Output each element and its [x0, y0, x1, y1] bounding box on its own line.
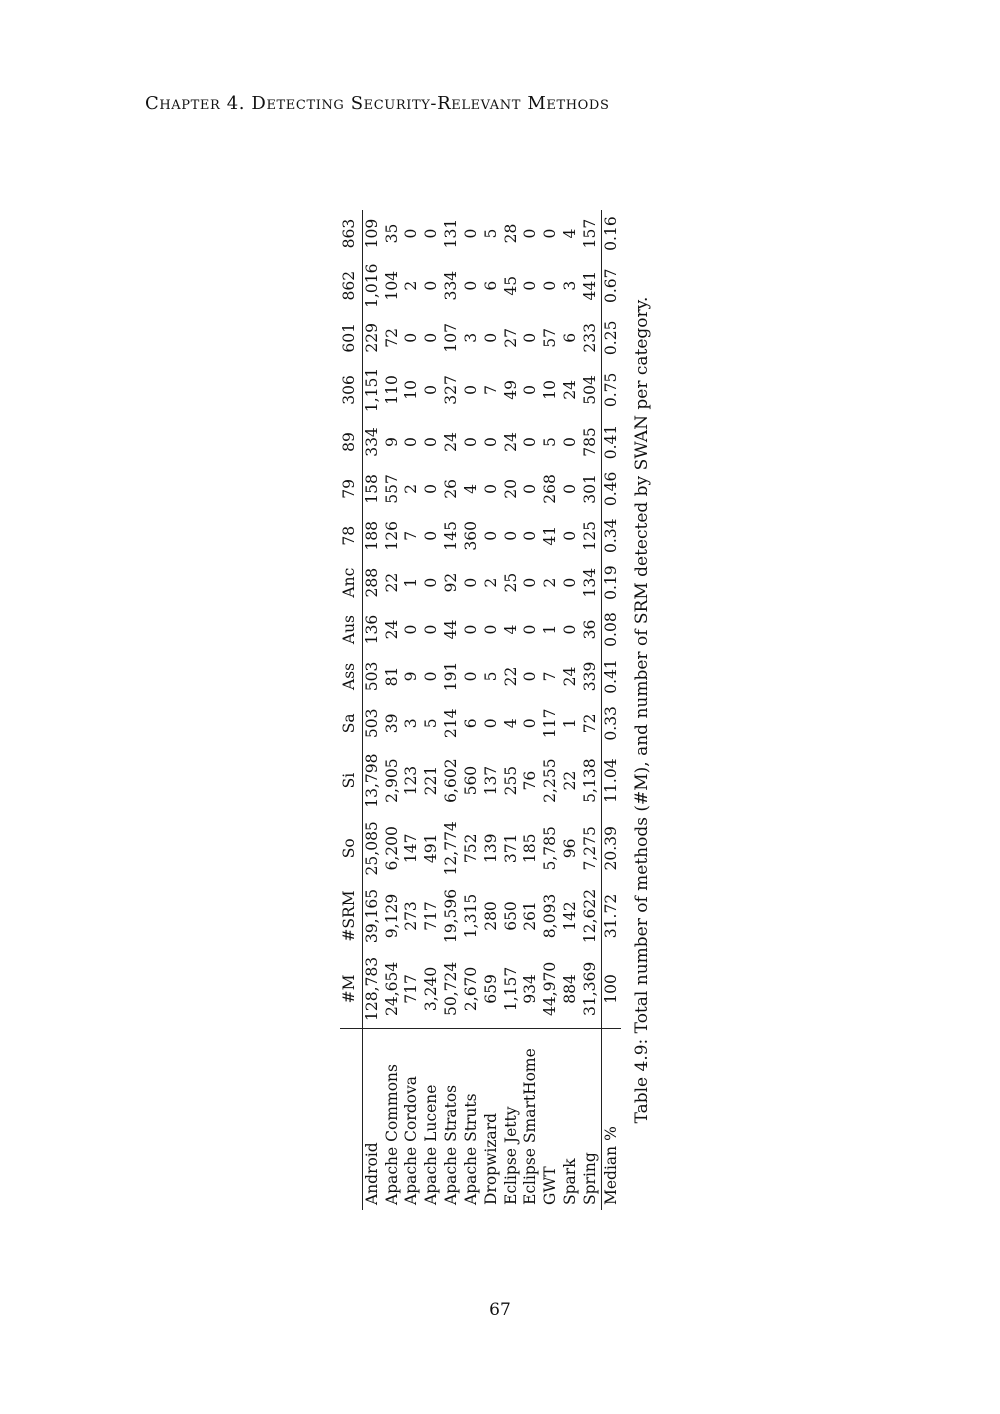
table-cell: 0 [521, 228, 540, 239]
table-cell: 20 [501, 479, 520, 499]
median-cell: 0.75 [601, 361, 621, 418]
table-cell: 5 [481, 671, 500, 682]
row-label: Median % [601, 1028, 621, 1210]
column-header [340, 1028, 362, 1210]
table-cell: 371 [501, 833, 520, 864]
table-cell: 2 [402, 280, 421, 291]
median-cell: 0.41 [601, 419, 621, 466]
column-header: Ass [340, 653, 362, 700]
table-cell: 3,240 [422, 966, 441, 1012]
column-header: Si [340, 747, 362, 815]
table-cell: 334 [362, 427, 381, 457]
median-cell: 0.25 [601, 314, 621, 361]
table-cell: 3 [461, 332, 480, 343]
table-cell: 1 [541, 624, 560, 635]
table-cell: 136 [362, 614, 381, 645]
table-cell: 25,085 [362, 821, 381, 876]
table-cell: 280 [481, 901, 500, 931]
table-row [581, 210, 601, 1210]
table-cell: 125 [580, 520, 599, 551]
table-cell: 24 [382, 619, 401, 640]
table-cell: 0 [521, 577, 540, 588]
table-cell: 0 [521, 437, 540, 447]
table-cell: 110 [382, 375, 401, 405]
table-cell: 0 [481, 718, 500, 729]
table-cell: 0 [402, 624, 421, 635]
table-cell: 0 [422, 384, 441, 395]
table-cell: 7 [481, 384, 500, 395]
table-cell: 28 [501, 223, 520, 244]
table-cell: 0 [461, 384, 480, 395]
table-cell: 27 [501, 327, 520, 348]
table-cell: 39 [382, 713, 401, 734]
column-header: 79 [340, 465, 362, 512]
table-cell: 229 [362, 323, 381, 353]
table-cell: 273 [402, 901, 421, 931]
table-cell: 0 [521, 384, 540, 395]
table-cell: 327 [442, 375, 461, 405]
table-cell: 0 [521, 530, 540, 541]
table-cell: 0 [481, 483, 500, 494]
table-cell: 0 [461, 437, 480, 447]
table-cell: 2,255 [541, 758, 560, 803]
median-cell: 0.46 [601, 465, 621, 512]
column-header: #M [340, 950, 362, 1029]
table-cell: 557 [382, 474, 401, 504]
table-cell: 0 [521, 624, 540, 635]
table-row [402, 210, 422, 1210]
column-header: 862 [340, 257, 362, 314]
median-row [601, 210, 621, 1210]
table-cell: 301 [580, 474, 599, 504]
table-cell: 3 [402, 718, 421, 729]
table-cell: 126 [382, 520, 401, 551]
table-cell: 0 [422, 332, 441, 343]
table-cell: 45 [501, 275, 520, 296]
column-header: #SRM [340, 882, 362, 950]
table-cell: 139 [481, 833, 500, 864]
table-cell: 752 [461, 833, 480, 864]
table-cell: 13,798 [362, 753, 381, 808]
table-cell: 44,970 [541, 961, 560, 1017]
table-cell: 884 [560, 974, 579, 1004]
table-cell: 128,783 [362, 956, 381, 1021]
table-cell: 0 [461, 624, 480, 635]
row-label: Apache Stratos [442, 1028, 462, 1210]
table-cell: 24 [501, 432, 520, 452]
table-cell: 491 [422, 833, 441, 864]
table-cell: 5 [422, 718, 441, 729]
table-cell: 50,724 [442, 961, 461, 1017]
table-cell: 0 [560, 483, 579, 494]
table-cell: 9 [402, 671, 421, 682]
table-cell: 57 [541, 327, 560, 348]
table-cell: 6,200 [382, 826, 401, 871]
table-cell: 188 [362, 520, 381, 551]
table-cell: 107 [442, 323, 461, 353]
median-cell: 0.33 [601, 700, 621, 747]
table-cell: 24 [442, 432, 461, 452]
table-cell: 441 [580, 270, 599, 301]
table-cell: 1,151 [362, 367, 381, 413]
table-cell: 0 [422, 624, 441, 635]
table-cell: 9 [382, 437, 401, 447]
table-cell: 185 [521, 833, 540, 864]
table-cell: 0 [422, 280, 441, 291]
table-cell: 717 [402, 974, 421, 1004]
column-header: 863 [340, 210, 362, 257]
table-cell: 0 [501, 530, 520, 541]
row-label: Apache Cordova [402, 1028, 422, 1210]
column-header: 306 [340, 361, 362, 418]
table-row [521, 210, 541, 1210]
table-cell: 0 [521, 332, 540, 343]
page-number: 67 [489, 1300, 511, 1320]
table-cell: 0 [402, 437, 421, 447]
table-cell: 0 [560, 624, 579, 635]
table-cell: 26 [442, 479, 461, 499]
table-cell: 255 [501, 765, 520, 796]
table-cell: 503 [362, 708, 381, 739]
table-cell: 717 [422, 901, 441, 931]
table-cell: 10 [541, 380, 560, 400]
table-cell: 2 [402, 483, 421, 494]
table-cell: 22 [382, 572, 401, 593]
table-cell: 0 [402, 228, 421, 239]
table-cell: 25 [501, 572, 520, 593]
table-cell: 0 [481, 437, 500, 447]
table-cell: 12,774 [442, 821, 461, 876]
table-cell: 3 [560, 280, 579, 291]
table-cell: 0 [461, 577, 480, 588]
table-cell: 6 [560, 332, 579, 343]
row-label: Apache Commons [383, 1028, 403, 1210]
row-label: Spark [561, 1028, 581, 1210]
median-cell: 11.04 [601, 747, 621, 815]
table-cell: 2 [541, 577, 560, 588]
median-cell: 0.34 [601, 512, 621, 559]
table-cell: 7 [402, 530, 421, 541]
table-row [422, 210, 442, 1210]
median-cell: 0.67 [601, 257, 621, 314]
table-cell: 650 [501, 901, 520, 931]
median-cell: 31.72 [601, 882, 621, 950]
table-cell: 0 [402, 332, 421, 343]
table-cell: 117 [541, 708, 560, 739]
table-cell: 6 [461, 718, 480, 729]
table-cell: 8,093 [541, 893, 560, 939]
table-cell: 81 [382, 666, 401, 687]
median-cell: 0.16 [601, 210, 621, 257]
row-label: Apache Struts [462, 1028, 482, 1210]
table-cell: 1 [560, 718, 579, 729]
table-cell: 0 [481, 624, 500, 635]
table-cell: 0 [560, 577, 579, 588]
table-cell: 24 [560, 666, 579, 687]
table-row [383, 210, 403, 1210]
table-cell: 334 [442, 270, 461, 301]
table-cell: 41 [541, 525, 560, 546]
row-label: Apache Lucene [422, 1028, 442, 1210]
table-cell: 31,369 [580, 961, 599, 1017]
row-label: Dropwizard [482, 1028, 502, 1210]
table-cell: 157 [580, 218, 599, 249]
table-cell: 288 [362, 567, 381, 598]
median-cell: 20.39 [601, 814, 621, 882]
table-cell: 0 [461, 280, 480, 291]
table-cell: 785 [580, 427, 599, 457]
table-cell: 145 [442, 520, 461, 551]
table-cell: 109 [362, 218, 381, 249]
column-header: 89 [340, 419, 362, 466]
rotated-table-block [340, 210, 660, 1210]
table-cell: 1,315 [461, 893, 480, 939]
table-cell: 4 [501, 624, 520, 635]
table-cell: 0 [481, 332, 500, 343]
row-label: GWT [541, 1028, 561, 1210]
table-cell: 7 [541, 671, 560, 682]
table-cell: 147 [402, 833, 421, 864]
table-cell: 0 [560, 530, 579, 541]
table-header-row [340, 210, 362, 1210]
table-cell: 1,016 [362, 263, 381, 308]
table-cell: 214 [442, 708, 461, 739]
table-cell: 2 [481, 577, 500, 588]
table-cell: 12,622 [580, 888, 599, 944]
table-cell: 2,670 [461, 966, 480, 1012]
table-cell: 221 [422, 765, 441, 796]
table-cell: 131 [442, 218, 461, 249]
table-cell: 5,785 [541, 826, 560, 871]
table-cell: 6 [481, 280, 500, 291]
table-cell: 4 [501, 718, 520, 729]
table-cell: 233 [580, 323, 599, 353]
table-cell: 0 [422, 577, 441, 588]
table-cell: 10 [402, 380, 421, 400]
table-cell: 49 [501, 380, 520, 400]
median-cell: 0.08 [601, 606, 621, 653]
table-cell: 560 [461, 765, 480, 796]
table-cell: 0 [422, 530, 441, 541]
table-cell: 0 [461, 671, 480, 682]
table-cell: 4 [461, 483, 480, 494]
table-cell: 1,157 [501, 966, 520, 1012]
table-cell: 360 [461, 520, 480, 551]
table-cell: 96 [560, 838, 579, 859]
table-cell: 9,129 [382, 893, 401, 939]
column-header: So [340, 814, 362, 882]
table-cell: 504 [580, 375, 599, 405]
table-row [502, 210, 522, 1210]
column-header: 601 [340, 314, 362, 361]
row-label: Android [362, 1028, 382, 1210]
table-cell: 503 [362, 661, 381, 692]
table-cell: 104 [382, 270, 401, 301]
running-header: Chapter 4. Detecting Security-Relevant Methods [145, 93, 610, 114]
column-header: Anc [340, 559, 362, 606]
table-cell: 268 [541, 474, 560, 504]
table-cell: 0 [560, 437, 579, 447]
table-cell: 72 [580, 713, 599, 734]
table-cell: 24,654 [382, 961, 401, 1017]
srm-table [340, 210, 621, 1210]
table-row [462, 210, 482, 1210]
table-cell: 92 [442, 572, 461, 593]
row-label: Eclipse SmartHome [521, 1028, 541, 1210]
table-cell: 2,905 [382, 758, 401, 803]
table-cell: 0 [481, 530, 500, 541]
table-cell: 35 [382, 223, 401, 244]
table-cell: 1 [402, 577, 421, 588]
table-cell: 6,602 [442, 758, 461, 803]
median-cell: 100 [601, 950, 621, 1029]
table-cell: 0 [461, 228, 480, 239]
table-cell: 934 [521, 974, 540, 1004]
table-cell: 0 [422, 671, 441, 682]
table-cell: 44 [442, 619, 461, 640]
table-row [541, 210, 561, 1210]
column-header: 78 [340, 512, 362, 559]
table-cell: 36 [580, 619, 599, 640]
table-cell: 0 [521, 483, 540, 494]
table-cell: 191 [442, 661, 461, 692]
table-cell: 5 [541, 437, 560, 447]
table-row [561, 210, 581, 1210]
table-cell: 137 [481, 765, 500, 796]
table-row [442, 210, 462, 1210]
table-cell: 0 [521, 718, 540, 729]
table-cell: 339 [580, 661, 599, 692]
table-cell: 7,275 [580, 826, 599, 871]
table-cell: 0 [521, 671, 540, 682]
table-cell: 134 [580, 567, 599, 598]
table-body [362, 210, 621, 1210]
column-header: Sa [340, 700, 362, 747]
table-caption: Table 4.9: Total number of methods (#M), and number of SRM detected by SWAN per category. [632, 296, 652, 1124]
table-cell: 0 [541, 280, 560, 291]
table-cell: 22 [560, 770, 579, 791]
table-cell: 5,138 [580, 758, 599, 803]
table-cell: 142 [560, 901, 579, 931]
table-cell: 39,165 [362, 888, 381, 944]
column-header: Aus [340, 606, 362, 653]
row-label: Spring [581, 1028, 601, 1210]
table-cell: 158 [362, 474, 381, 504]
table-cell: 0 [422, 483, 441, 494]
table-cell: 19,596 [442, 888, 461, 944]
table-cell: 0 [541, 228, 560, 239]
table-cell: 24 [560, 380, 579, 400]
table-row [482, 210, 502, 1210]
table-cell: 0 [521, 280, 540, 291]
table-cell: 0 [422, 437, 441, 447]
table-cell: 5 [481, 228, 500, 239]
table-cell: 123 [402, 765, 421, 796]
table-cell: 0 [422, 228, 441, 239]
table-cell: 22 [501, 666, 520, 687]
table-row [362, 210, 382, 1210]
median-cell: 0.19 [601, 559, 621, 606]
median-cell: 0.41 [601, 653, 621, 700]
table-cell: 261 [521, 901, 540, 931]
table-cell: 4 [560, 228, 579, 239]
table-cell: 72 [382, 327, 401, 348]
row-label: Eclipse Jetty [502, 1028, 522, 1210]
table-cell: 76 [521, 770, 540, 791]
table-cell: 659 [481, 974, 500, 1004]
